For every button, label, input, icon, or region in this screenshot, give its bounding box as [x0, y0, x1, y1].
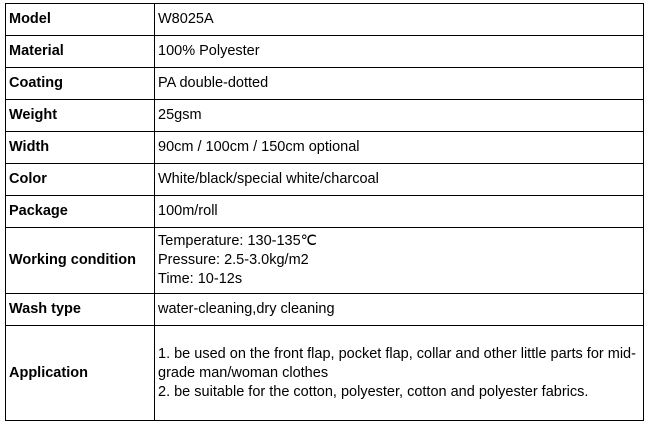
row-value	[155, 164, 644, 196]
value-line: water-cleaning,dry cleaning	[158, 301, 335, 317]
row-value	[155, 100, 644, 132]
value-line: W8025A	[158, 11, 214, 27]
row-value	[155, 228, 644, 294]
value-line: Time: 10-12s	[158, 271, 243, 287]
value-line: 100% Polyester	[158, 43, 260, 59]
value-line: White/black/special white/charcoal	[158, 171, 379, 187]
row-label: Application	[6, 326, 155, 421]
row-value	[155, 4, 644, 36]
row-label: Color	[6, 164, 155, 196]
value-line: 90cm / 100cm / 150cm optional	[158, 139, 360, 155]
row-label: Wash type	[6, 294, 155, 326]
table-row-working-condition	[6, 228, 644, 294]
table-row-model	[6, 4, 644, 36]
value-line: 100m/roll	[158, 203, 218, 219]
table-row-wash-type	[6, 294, 644, 326]
value-line: Pressure: 2.5-3.0kg/m2	[158, 252, 309, 268]
table-row-package	[6, 196, 644, 228]
row-value	[155, 132, 644, 164]
row-value	[155, 326, 644, 421]
table-row-color	[6, 164, 644, 196]
row-label: Width	[6, 132, 155, 164]
table-row-coating	[6, 68, 644, 100]
table-row-material	[6, 36, 644, 68]
row-label: Working condition	[6, 228, 155, 294]
table-row-weight	[6, 100, 644, 132]
table-row-application	[6, 326, 644, 421]
row-label: Material	[6, 36, 155, 68]
value-line: 25gsm	[158, 107, 202, 123]
value-line: 2. be suitable for the cotton, polyester, cotton and polyester fabrics.	[158, 383, 589, 400]
table-row-width	[6, 132, 644, 164]
row-value	[155, 68, 644, 100]
row-label: Weight	[6, 100, 155, 132]
product-spec-table	[5, 3, 644, 421]
row-label: Package	[6, 196, 155, 228]
row-label: Coating	[6, 68, 155, 100]
value-line: PA double-dotted	[158, 75, 269, 91]
value-line: 1. be used on the front flap, pocket flap, collar and other little parts for mid-grade man/woman clothes	[158, 345, 636, 381]
row-value	[155, 36, 644, 68]
row-value	[155, 196, 644, 228]
row-value	[155, 294, 644, 326]
value-line: Temperature: 130-135℃	[158, 233, 317, 249]
row-label: Model	[6, 4, 155, 36]
